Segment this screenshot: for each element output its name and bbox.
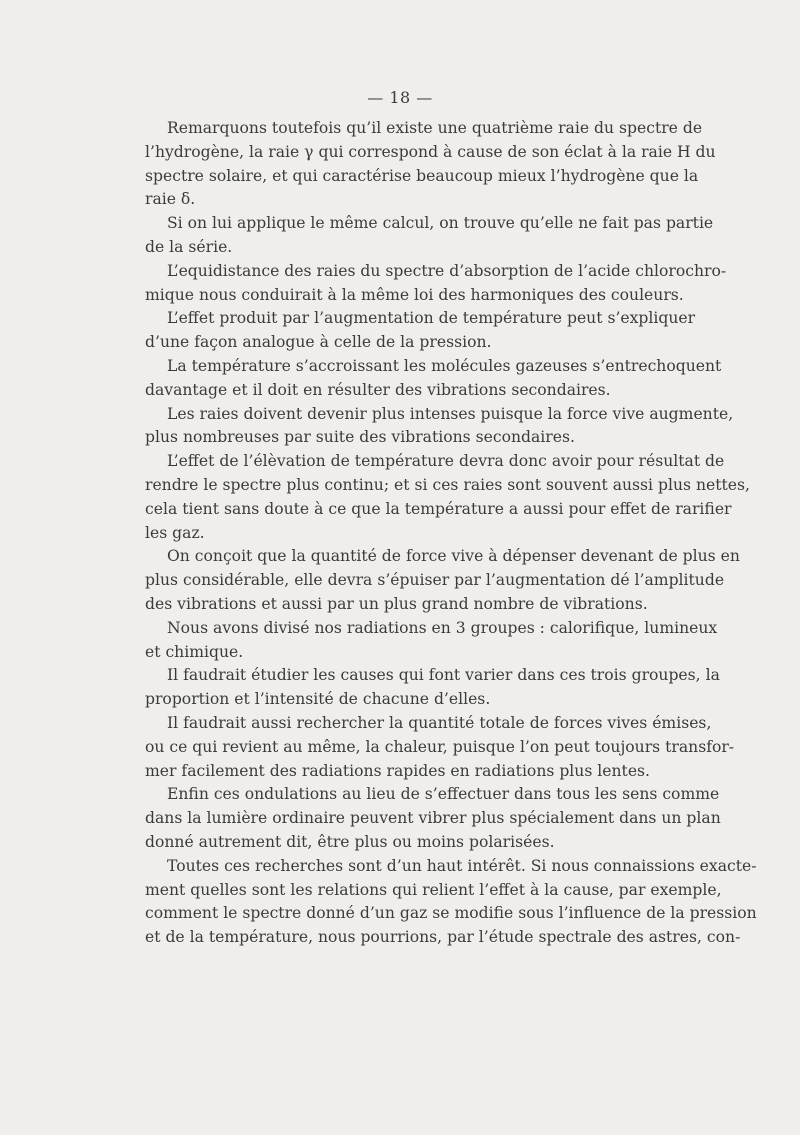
body-text [145,117,757,950]
text-line: L’effet de l’élèvation de température devra donc avoir pour résultat de [167,452,725,471]
text-line: comment le spectre donné d’un gaz se modifie sous l’influence de la pression [145,904,757,923]
text-line: rendre le spectre plus continu; et si ces raies sont souvent aussi plus nettes, [145,475,750,494]
text-line: La température s’accroissant les molécules gazeuses s’entrechoquent [167,356,722,375]
text-line: et chimique. [145,642,244,661]
text-line: et de la température, nous pourrions, par l’étude spectrale des astres, con- [145,928,741,947]
text-line: d’une façon analogue à celle de la pression. [145,333,492,352]
text-line: Il faudrait étudier les causes qui font varier dans ces trois groupes, la [167,666,720,685]
text-line: L’effet produit par l’augmentation de température peut s’expliquer [167,309,696,328]
page-number: — 18 — [367,88,433,107]
text-line: mer facilement des radiations rapides en radiations plus lentes. [145,761,651,780]
text-line: proportion et l’intensité de chacune d’elles. [145,690,491,709]
text-line: On conçoit que la quantité de force vive à dépenser devenant de plus en [167,547,740,566]
text-line: ou ce qui revient au même, la chaleur, puisque l’on peut toujours transfor- [145,737,735,756]
text-line: les gaz. [145,523,205,542]
text-line: mique nous conduirait à la même loi des harmoniques des couleurs. [145,285,684,304]
text-line: de la série. [145,237,233,256]
text-line: ment quelles sont les relations qui relient l’effet à la cause, par exemple, [145,880,722,899]
text-line: L’equidistance des raies du spectre d’absorption de l’acide chlorochro- [167,261,727,280]
text-line: Toutes ces recherches sont d’un haut intérêt. Si nous connaissions exacte- [167,856,757,875]
text-line: Il faudrait aussi rechercher la quantité totale de forces vives émises, [167,713,712,732]
text-line: donné autrement dit, être plus ou moins polarisées. [145,832,555,851]
text-line: raie δ. [145,190,196,209]
text-line: davantage et il doit en résulter des vibrations secondaires. [145,380,611,399]
text-line: Les raies doivent devenir plus intenses puisque la force vive augmente, [167,404,734,423]
text-line: spectre solaire, et qui caractérise beaucoup mieux l’hydrogène que la [145,166,699,185]
text-line: plus nombreuses par suite des vibrations secondaires. [145,428,575,447]
text-line: cela tient sans doute à ce que la température a aussi pour effet de rarifier [145,499,732,518]
text-line: Remarquons toutefois qu’il existe une quatrième raie du spectre de [167,119,703,137]
text-line: plus considérable, elle devra s’épuiser par l’augmentation dé l’amplitude [145,571,725,590]
text-line: des vibrations et aussi par un plus grand nombre de vibrations. [145,594,648,613]
text-line: dans la lumière ordinaire peuvent vibrer plus spécialement dans un plan [145,809,721,828]
text-line: Nous avons divisé nos radiations en 3 groupes : calorifique, lumineux [167,618,718,637]
text-line: l’hydrogène, la raie γ qui correspond à cause de son éclat à la raie H du [145,142,716,161]
text-line: Si on lui applique le même calcul, on trouve qu’elle ne fait pas partie [167,214,714,233]
text-line: Enfin ces ondulations au lieu de s’effectuer dans tous les sens comme [167,785,720,804]
